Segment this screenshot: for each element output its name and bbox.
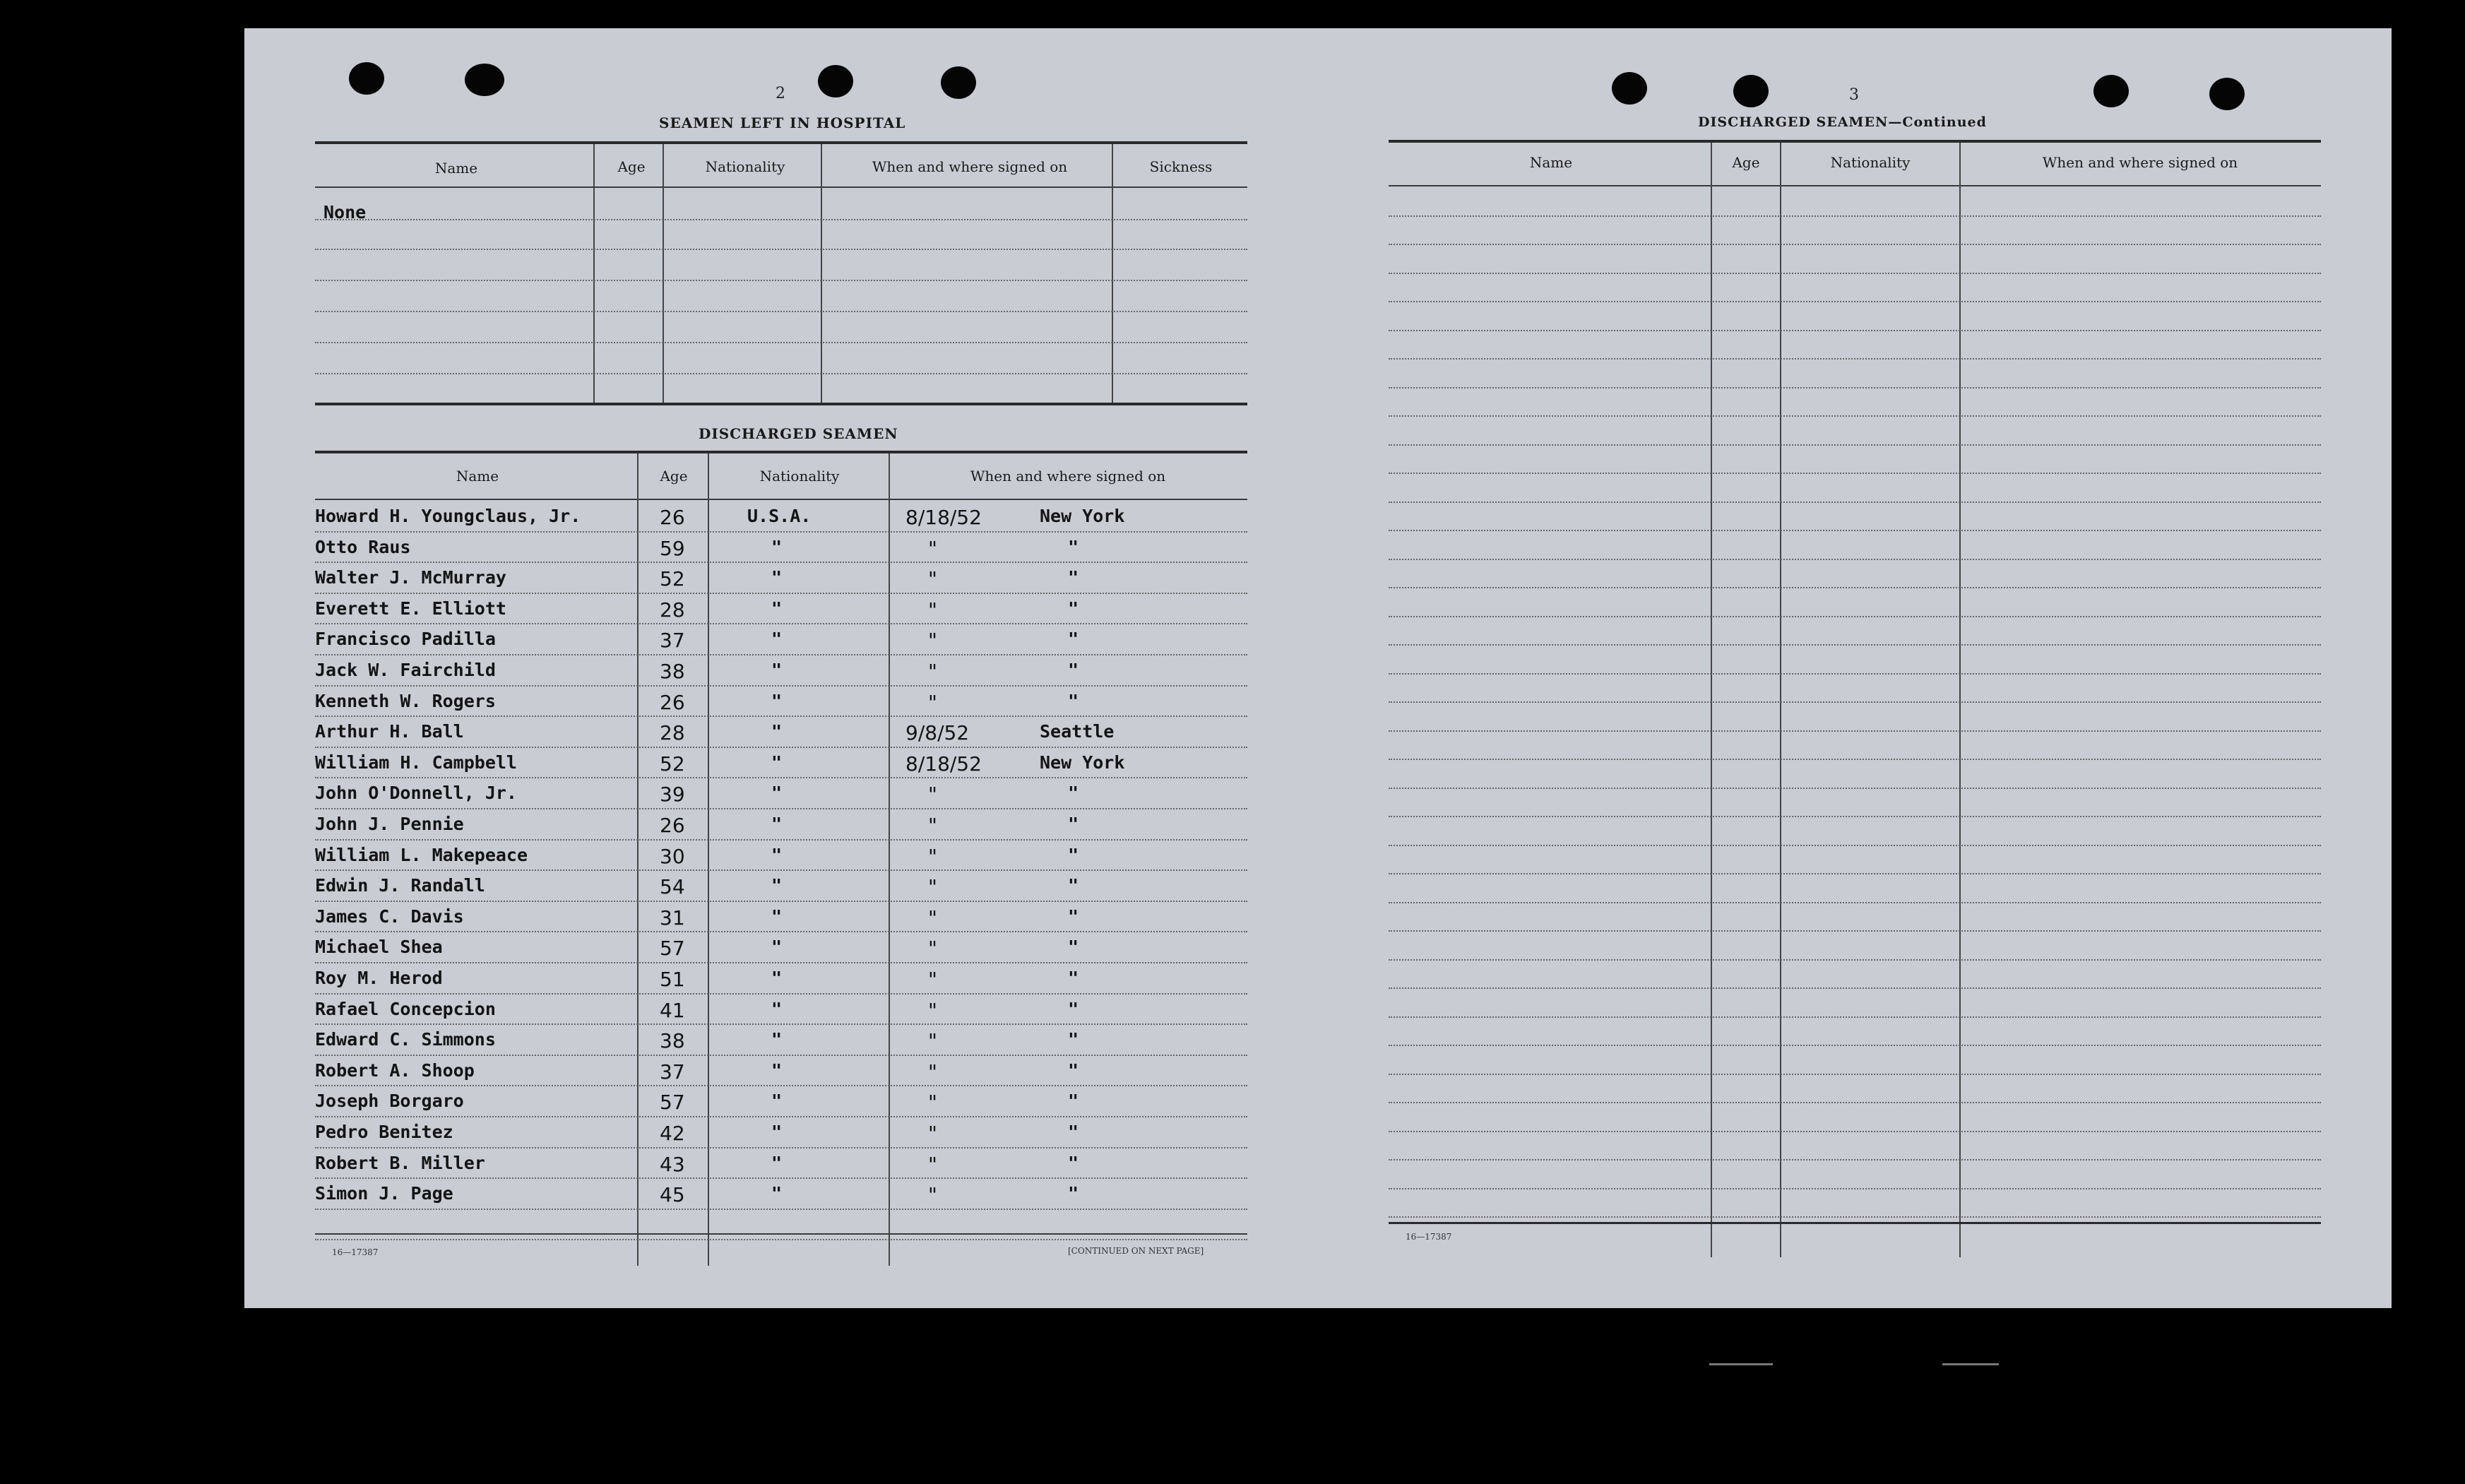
signed-on-place: ": [1068, 1152, 1079, 1173]
row-rule: [1389, 1188, 2321, 1189]
seaman-nationality: ": [771, 783, 783, 804]
seaman-age: 52: [660, 567, 685, 591]
column-divider: [821, 144, 822, 405]
seaman-nationality: ": [771, 814, 783, 834]
punch-hole: [1612, 72, 1647, 105]
seaman-nationality: ": [771, 1029, 783, 1050]
row-rule: [1389, 759, 2321, 760]
column-divider: [1711, 143, 1712, 1257]
seaman-nationality: ": [771, 752, 783, 773]
seaman-nationality: ": [771, 1059, 783, 1081]
seaman-name: William L. Makepeace: [315, 844, 528, 865]
row-rule: [315, 1116, 1247, 1117]
signed-on-date: ": [928, 660, 937, 683]
page-number-right: 3: [1849, 86, 1859, 104]
seaman-name: Edwin J. Randall: [315, 875, 485, 896]
seaman-age: 57: [660, 1091, 685, 1115]
row-rule: [1389, 701, 2321, 703]
page-number-left: 2: [776, 85, 785, 102]
column-divider: [889, 453, 890, 1266]
signed-on-date: ": [928, 536, 937, 560]
rule: [315, 403, 1247, 405]
row-rule: [1389, 1045, 2321, 1046]
row-rule: [1389, 559, 2321, 560]
signed-on-place: ": [1068, 1059, 1079, 1081]
row-rule: [1389, 444, 2321, 446]
column-divider: [593, 144, 595, 405]
seaman-name: Michael Shea: [315, 937, 443, 958]
row-rule: [1389, 673, 2321, 675]
seaman-age: 28: [660, 721, 685, 745]
seaman-age: 57: [660, 937, 685, 961]
seaman-nationality: ": [771, 567, 783, 588]
signed-on-place: New York: [1040, 506, 1125, 526]
row-rule: [1389, 501, 2321, 503]
seaman-age: 39: [660, 783, 685, 807]
row-rule: [315, 311, 1247, 312]
row-rule: [315, 249, 1247, 250]
rule: [1389, 185, 2321, 186]
row-rule: [1389, 244, 2321, 245]
row-rule: [1389, 644, 2321, 646]
seaman-name: Jack W. Fairchild: [315, 660, 496, 680]
signed-on-date: ": [928, 1059, 937, 1084]
seaman-nationality: ": [771, 690, 783, 711]
row-rule: [315, 1209, 1247, 1210]
punch-hole: [2093, 75, 2129, 107]
column-divider: [663, 144, 664, 405]
rule: [315, 1233, 1247, 1235]
row-rule: [1389, 358, 2321, 360]
row-rule: [315, 1177, 1247, 1179]
hospital-col-name: Name: [434, 160, 478, 177]
seaman-age: 43: [660, 1152, 685, 1176]
seaman-nationality: ": [771, 906, 783, 927]
seaman-name: Walter J. McMurray: [315, 567, 506, 588]
seaman-age: 54: [660, 875, 685, 899]
seaman-age: 59: [660, 536, 685, 560]
row-rule: [315, 869, 1247, 871]
scan-mark: [1942, 1363, 1999, 1365]
row-rule: [1389, 530, 2321, 531]
column-divider: [1112, 144, 1113, 405]
seaman-name: William H. Campbell: [315, 752, 517, 773]
row-rule: [315, 593, 1247, 594]
rule: [315, 141, 1247, 144]
row-rule: [315, 342, 1247, 343]
seaman-nationality: ": [771, 1152, 783, 1173]
punch-hole: [818, 65, 853, 97]
seaman-age: 31: [660, 906, 685, 930]
seaman-nationality: ": [771, 1122, 783, 1142]
row-rule: [315, 1055, 1247, 1056]
continued-note: [CONTINUED ON NEXT PAGE]: [1068, 1246, 1204, 1256]
signed-on-place: ": [1068, 629, 1079, 650]
seaman-age: 26: [660, 690, 685, 714]
row-rule: [1389, 1074, 2321, 1075]
row-rule: [1389, 873, 2321, 874]
signed-on-place: ": [1068, 968, 1079, 988]
hospital-col-signed-on: When and where signed on: [872, 158, 1068, 175]
row-rule: [315, 931, 1247, 932]
row-rule: [315, 993, 1247, 995]
seaman-name: Otto Raus: [315, 536, 411, 557]
seaman-age: 37: [660, 629, 685, 653]
seaman-nationality: ": [771, 660, 783, 680]
row-rule: [1389, 816, 2321, 817]
discharged-col-nationality: Nationality: [759, 468, 840, 485]
signed-on-date: ": [928, 1091, 937, 1115]
column-divider: [637, 453, 638, 1266]
row-rule: [315, 901, 1247, 902]
seaman-name: Pedro Benitez: [315, 1122, 453, 1142]
signed-on-place: ": [1068, 998, 1079, 1019]
signed-on-place: ": [1068, 906, 1079, 927]
row-rule: [315, 562, 1247, 563]
seaman-name: Simon J. Page: [315, 1183, 453, 1204]
signed-on-date: ": [928, 629, 937, 653]
seaman-nationality: ": [771, 1183, 783, 1204]
row-rule: [1389, 1131, 2321, 1132]
seaman-name: Roy M. Herod: [315, 968, 443, 988]
seaman-nationality: ": [771, 844, 783, 865]
hospital-col-sickness: Sickness: [1149, 158, 1213, 175]
seaman-nationality: ": [771, 968, 783, 988]
column-divider: [1780, 143, 1781, 1257]
punch-hole: [465, 64, 504, 96]
rule: [315, 186, 1247, 188]
signed-on-date: 9/8/52: [905, 721, 970, 745]
signed-on-place: Seattle: [1040, 721, 1115, 742]
seaman-name: Howard H. Youngclaus, Jr.: [315, 506, 581, 526]
signed-on-place: New York: [1040, 752, 1125, 773]
row-rule: [1389, 330, 2321, 331]
signed-on-date: ": [928, 968, 937, 991]
seaman-name: Robert A. Shoop: [315, 1059, 475, 1081]
row-rule: [315, 685, 1247, 687]
signed-on-date: ": [928, 814, 937, 837]
row-rule: [1389, 1216, 2321, 1218]
right-col-name: Name: [1529, 154, 1573, 171]
signed-on-date: ": [928, 567, 937, 591]
seaman-age: 38: [660, 660, 685, 683]
signed-on-date: 8/18/52: [905, 506, 982, 529]
row-rule: [315, 839, 1247, 841]
seaman-age: 52: [660, 752, 685, 776]
seaman-age: 51: [660, 968, 685, 991]
seaman-name: Robert B. Miller: [315, 1152, 485, 1173]
signed-on-place: ": [1068, 875, 1079, 896]
signed-on-date: ": [928, 875, 937, 899]
seaman-nationality: ": [771, 629, 783, 650]
row-rule: [1389, 845, 2321, 846]
seaman-nationality: ": [771, 598, 783, 619]
signed-on-date: ": [928, 937, 937, 961]
seaman-age: 26: [660, 506, 685, 529]
signed-on-date: ": [928, 906, 937, 930]
right-col-signed-on: When and where signed on: [2042, 154, 2238, 171]
signed-on-date: ": [928, 1122, 937, 1145]
seaman-name: James C. Davis: [315, 906, 464, 927]
row-rule: [315, 373, 1247, 374]
signed-on-date: 8/18/52: [905, 752, 982, 776]
row-rule: [315, 808, 1247, 809]
signed-on-place: ": [1068, 814, 1079, 834]
signed-on-place: ": [1068, 1122, 1079, 1142]
row-rule: [1389, 387, 2321, 388]
seaman-name: Arthur H. Ball: [315, 721, 464, 742]
signed-on-date: ": [928, 1152, 937, 1176]
rule: [1389, 140, 2321, 143]
row-rule: [315, 1085, 1247, 1086]
punch-hole: [1733, 75, 1769, 107]
row-rule: [1389, 215, 2321, 217]
signed-on-place: ": [1068, 1029, 1079, 1050]
seaman-age: 45: [660, 1183, 685, 1207]
punch-hole: [349, 62, 384, 95]
signed-on-date: ": [928, 598, 937, 622]
right-col-age: Age: [1732, 154, 1760, 171]
discharged-col-signed-on: When and where signed on: [970, 468, 1166, 485]
rule: [315, 451, 1247, 453]
row-rule: [1389, 616, 2321, 617]
row-rule: [315, 747, 1247, 748]
row-rule: [1389, 301, 2321, 302]
row-rule: [315, 716, 1247, 717]
rule: [315, 499, 1247, 500]
row-rule: [315, 219, 1247, 220]
seaman-age: 38: [660, 1029, 685, 1053]
hospital-col-age: Age: [617, 158, 646, 175]
signed-on-place: ": [1068, 598, 1079, 619]
seaman-nationality: ": [771, 998, 783, 1019]
hospital-entry: None: [323, 202, 367, 222]
continued-section-title: DISCHARGED SEAMEN—Continued: [1698, 114, 1987, 130]
seaman-nationality: ": [771, 721, 783, 742]
seaman-age: 30: [660, 844, 685, 868]
seaman-nationality: ": [771, 536, 783, 557]
seaman-nationality: ": [771, 875, 783, 896]
row-rule: [315, 654, 1247, 655]
signed-on-place: ": [1068, 844, 1079, 865]
right-col-nationality: Nationality: [1830, 154, 1911, 171]
row-rule: [1389, 1016, 2321, 1018]
row-rule: [1389, 1102, 2321, 1103]
row-rule: [315, 962, 1247, 963]
seaman-name: Edward C. Simmons: [315, 1029, 496, 1050]
seaman-nationality: U.S.A.: [747, 506, 812, 526]
form-number-right: 16—17387: [1406, 1232, 1452, 1242]
seaman-name: Joseph Borgaro: [315, 1091, 464, 1112]
row-rule: [1389, 273, 2321, 274]
hospital-section-title: SEAMEN LEFT IN HOSPITAL: [659, 114, 906, 131]
row-rule: [315, 777, 1247, 778]
signed-on-place: ": [1068, 937, 1079, 958]
signed-on-date: ": [928, 1183, 937, 1207]
row-rule: [315, 623, 1247, 624]
signed-on-date: ": [928, 1029, 937, 1053]
row-rule: [1389, 1159, 2321, 1161]
hospital-col-nationality: Nationality: [705, 158, 785, 175]
row-rule: [315, 1147, 1247, 1148]
row-rule: [315, 1239, 1247, 1240]
row-rule: [1389, 587, 2321, 588]
seaman-age: 28: [660, 598, 685, 622]
signed-on-place: ": [1068, 783, 1079, 804]
seaman-name: Everett E. Elliott: [315, 598, 506, 619]
row-rule: [1389, 730, 2321, 732]
seaman-name: Kenneth W. Rogers: [315, 690, 496, 711]
seaman-age: 26: [660, 814, 685, 837]
rule: [1389, 1222, 2321, 1224]
signed-on-date: ": [928, 844, 937, 868]
row-rule: [315, 1023, 1247, 1025]
row-rule: [1389, 415, 2321, 417]
seaman-age: 41: [660, 998, 685, 1022]
discharged-col-age: Age: [660, 468, 688, 485]
signed-on-place: ": [1068, 690, 1079, 711]
seaman-age: 37: [660, 1059, 685, 1084]
seaman-name: John O'Donnell, Jr.: [315, 783, 517, 804]
seaman-name: Rafael Concepcion: [315, 998, 496, 1019]
column-divider: [1959, 143, 1961, 1257]
row-rule: [1389, 930, 2321, 932]
signed-on-date: ": [928, 783, 937, 807]
row-rule: [315, 531, 1247, 533]
signed-on-date: ": [928, 690, 937, 714]
signed-on-place: ": [1068, 1091, 1079, 1112]
discharged-col-name: Name: [456, 468, 499, 485]
row-rule: [1389, 902, 2321, 903]
seaman-age: 42: [660, 1122, 685, 1145]
seaman-nationality: ": [771, 937, 783, 958]
punch-hole: [941, 66, 976, 99]
signed-on-place: ": [1068, 567, 1079, 588]
discharged-section-title: DISCHARGED SEAMEN: [699, 425, 898, 442]
signed-on-date: ": [928, 998, 937, 1022]
column-divider: [708, 453, 709, 1266]
seaman-name: John J. Pennie: [315, 814, 464, 834]
punch-hole: [2209, 78, 2245, 110]
row-rule: [1389, 788, 2321, 789]
ledger-sheet: [244, 28, 2392, 1308]
signed-on-place: ": [1068, 1183, 1079, 1204]
seaman-nationality: ": [771, 1091, 783, 1112]
scan-mark: [1709, 1363, 1773, 1365]
signed-on-place: ": [1068, 660, 1079, 680]
row-rule: [1389, 473, 2321, 474]
row-rule: [315, 280, 1247, 281]
signed-on-place: ": [1068, 536, 1079, 557]
row-rule: [1389, 959, 2321, 961]
seaman-name: Francisco Padilla: [315, 629, 496, 650]
row-rule: [1389, 987, 2321, 989]
form-number-left: 16—17387: [332, 1247, 379, 1257]
